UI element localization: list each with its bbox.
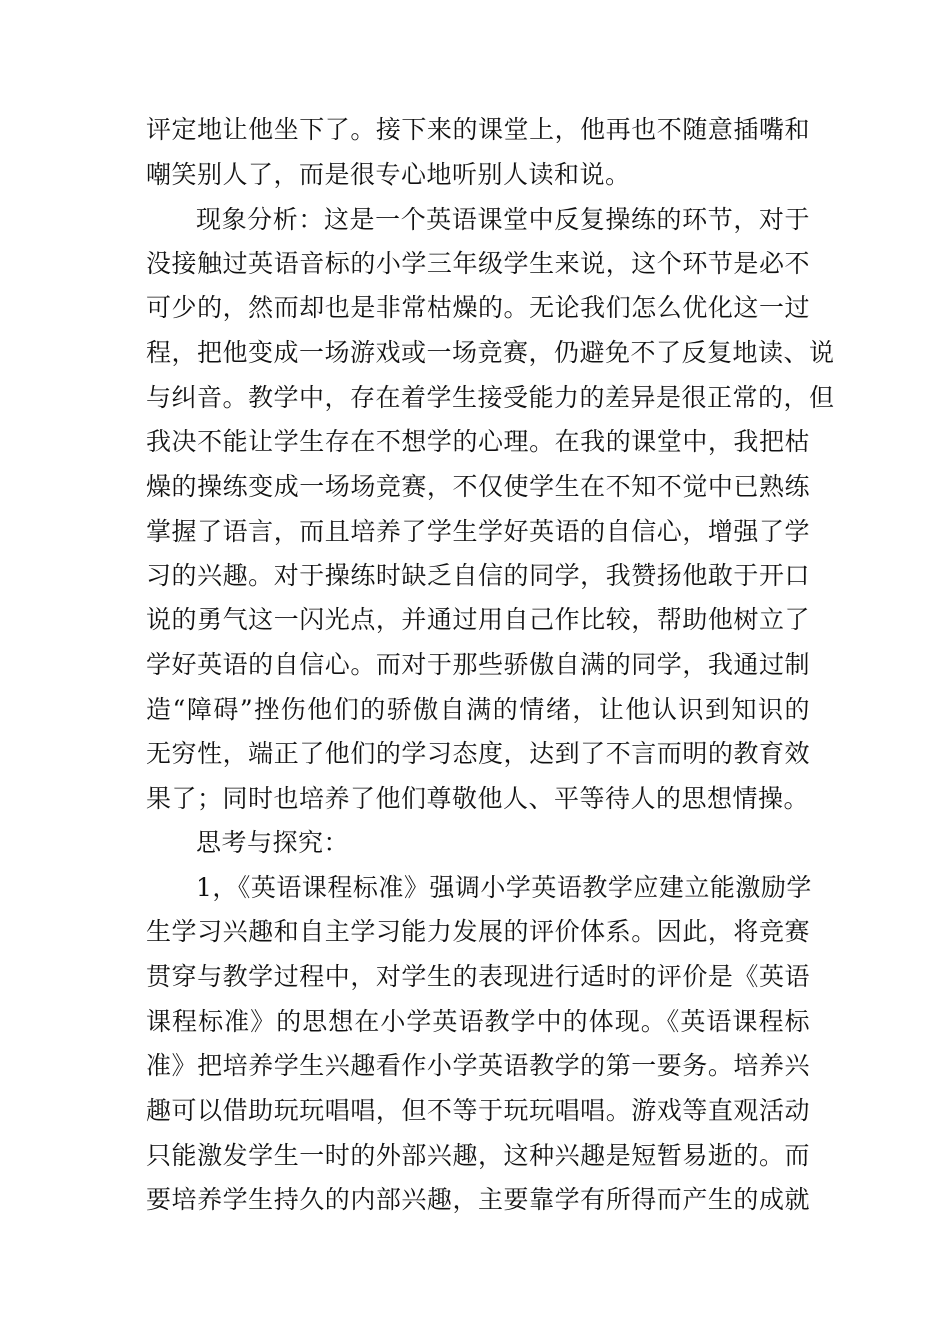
text-line: 准》把培养学生兴趣看作小学英语教学的第一要务。培养兴	[146, 1051, 810, 1080]
text-line: 没接触过英语音标的小学三年级学生来说，这个环节是必不	[146, 249, 810, 278]
text-line: 学好英语的自信心。而对于那些骄傲自满的同学，我通过制	[146, 650, 810, 679]
text-line: 与纠音。教学中，存在着学生接受能力的差异是很正常的，但	[146, 383, 835, 412]
text-line: 造“障碍”挫伤他们的骄傲自满的情绪，让他认识到知识的	[146, 695, 810, 724]
text-line: 果了；同时也培养了他们尊敬他人、平等待人的思想情操。	[146, 784, 810, 813]
text-line: 只能激发学生一时的外部兴趣，这种兴趣是短暂易逝的。而	[146, 1141, 810, 1170]
text-line: 贯穿与教学过程中，对学生的表现进行适时的评价是《英语	[146, 962, 810, 991]
text-line: 我决不能让学生存在不想学的心理。在我的课堂中，我把枯	[146, 427, 810, 456]
text-line: 程，把他变成一场游戏或一场竞赛，仍避免不了反复地读、说	[146, 338, 835, 367]
text-line: 说的勇气这一闪光点，并通过用自己作比较，帮助他树立了	[146, 605, 810, 634]
text-line: 掌握了语言，而且培养了学生学好英语的自信心，增强了学	[146, 517, 810, 546]
text-line: 可少的，然而却也是非常枯燥的。无论我们怎么优化这一过	[146, 293, 810, 322]
text-line: 嘲笑别人了，而是很专心地听别人读和说。	[146, 160, 631, 189]
text-line: 生学习兴趣和自主学习能力发展的评价体系。因此，将竞赛	[146, 917, 810, 946]
text-line: 燥的操练变成一场场竞赛，不仅使学生在不知不觉中已熟练	[146, 472, 810, 501]
text-line: 趣可以借助玩玩唱唱，但不等于玩玩唱唱。游戏等直观活动	[146, 1096, 810, 1125]
section-heading: 思考与探究：	[196, 828, 350, 857]
text-line: 无穷性，端正了他们的学习态度，达到了不言而明的教育效	[146, 739, 810, 768]
text-line: 要培养学生持久的内部兴趣，主要靠学有所得而产生的成就	[146, 1185, 810, 1214]
text-line: 课程标准》的思想在小学英语教学中的体现。《英语课程标	[146, 1007, 810, 1036]
text-line: 评定地让他坐下了。接下来的课堂上，他再也不随意插嘴和	[146, 115, 810, 144]
text-line: 现象分析：这是一个英语课堂中反复操练的环节，对于	[196, 205, 810, 234]
text-line: 习的兴趣。对于操练时缺乏自信的同学，我赞扬他敢于开口	[146, 561, 810, 590]
text-line: 1，《英语课程标准》强调小学英语教学应建立能激励学	[196, 873, 812, 902]
